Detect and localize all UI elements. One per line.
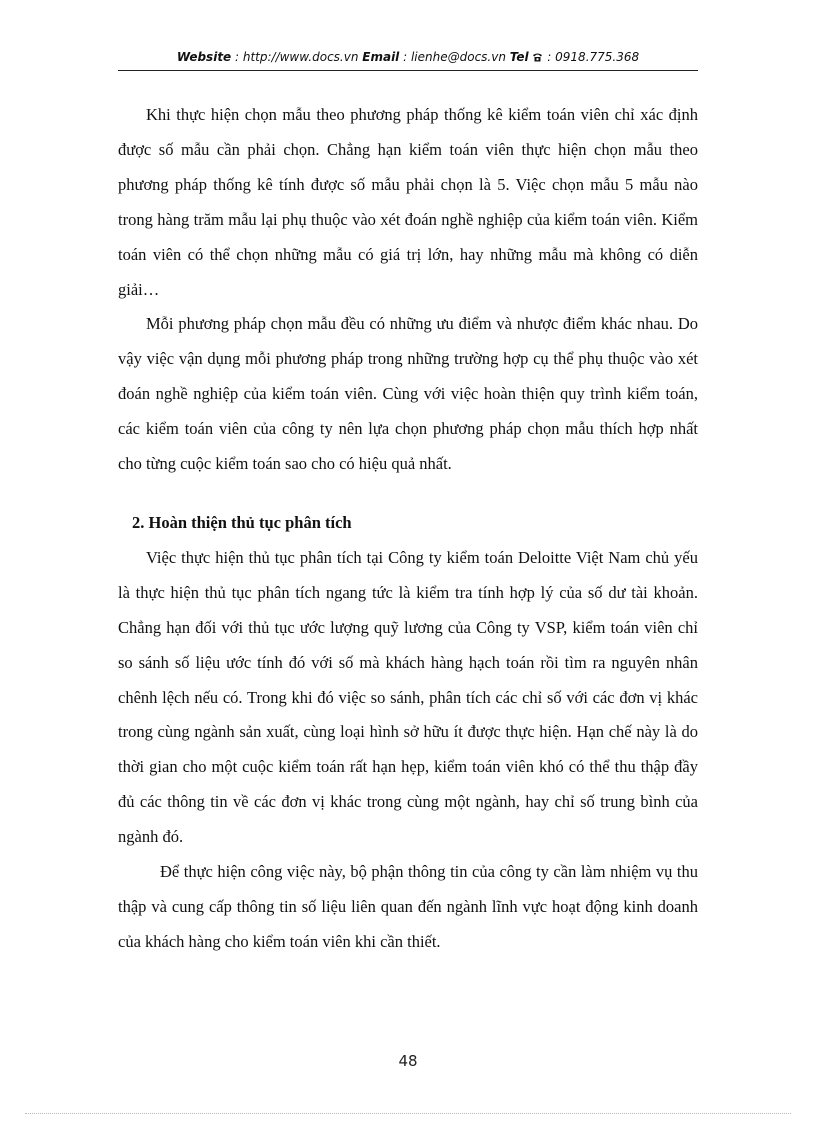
section-heading-analytical-procedures: 2. Hoàn thiện thủ tục phân tích [132,512,352,532]
phone-number[interactable]: : 0918.775.368 [543,50,640,64]
paragraph-information-department: Để thực hiện công việc này, bộ phận thông tin của công ty cần làm nhiệm vụ thu thập và cung cấp thông tin số liệu liên quan đến ngành lĩnh vực hoạt động kinh doanh của khách hàng cho kiểm toán viên khi cần thiết. [118,862,698,951]
website-label: Website [176,50,232,64]
page-header [118,50,698,64]
telephone-icon [532,50,543,64]
paragraph-analytical-procedures: Việc thực hiện thủ tục phân tích tại Công ty kiểm toán Deloitte Việt Nam chủ yếu là thực hiện thủ tục phân tích ngang tức là kiểm tra tính hợp lý của số dư tài khoản. Chẳng hạn đối với thủ tục ước lượng quỹ lương của Công ty VSP, kiểm toán viên chỉ so sánh số liệu ước tính đó với số mà khách hàng hạch toán rồi tìm ra nguyên nhân chênh lệch nếu có. Trong khi đó việc so sánh, phân tích các chỉ số với các đơn vị khác trong cùng ngành sản xuất, cùng loại hình sở hữu ít được thực hiện. Hạn chế này là do thời gian cho một cuộc kiểm toán rất hạn hẹp, kiểm toán viên khó có thể thu thập đầy đủ các thông tin về các đơn vị khác trong cùng một ngành, hay chỉ số trung bình của ngành đó. [118,547,698,847]
paragraph-sampling-statistical: Khi thực hiện chọn mẫu theo phương pháp thống kê kiểm toán viên chỉ xác định được số mẫu cần phải chọn. Chẳng hạn kiểm toán viên thực hiện chọn mẫu theo phương pháp thống kê tính được số mẫu phải chọn là 5. Việc chọn mẫu 5 mẫu nào trong hàng trăm mẫu lại phụ thuộc vào xét đoán nghề nghiệp của kiểm toán viên. Kiểm toán viên có thể chọn những mẫu có giá trị lớn, hay những mẫu mà không có diễn giải… [118,105,698,299]
page-number: 48 [398,1052,418,1070]
website-url[interactable]: : http://www.docs.vn [231,50,363,64]
page-bottom-edge [25,1113,791,1114]
email-label: Email [362,50,400,64]
header-divider [118,70,698,71]
tel-label: Tel [509,50,529,64]
email-address[interactable]: : lienhe@docs.vn [399,50,510,64]
document-body [118,98,698,960]
paragraph-sampling-methods: Mỗi phương pháp chọn mẫu đều có những ưu điểm và nhược điểm khác nhau. Do vậy việc vận dụng mỗi phương pháp trong những trường hợp cụ thể phụ thuộc vào xét đoán nghề nghiệp của kiểm toán viên. Cùng với việc hoàn thiện quy trình kiểm toán, các kiểm toán viên của công ty nên lựa chọn phương pháp chọn mẫu thích hợp nhất cho từng cuộc kiểm toán sao cho có hiệu quả nhất. [118,314,698,474]
